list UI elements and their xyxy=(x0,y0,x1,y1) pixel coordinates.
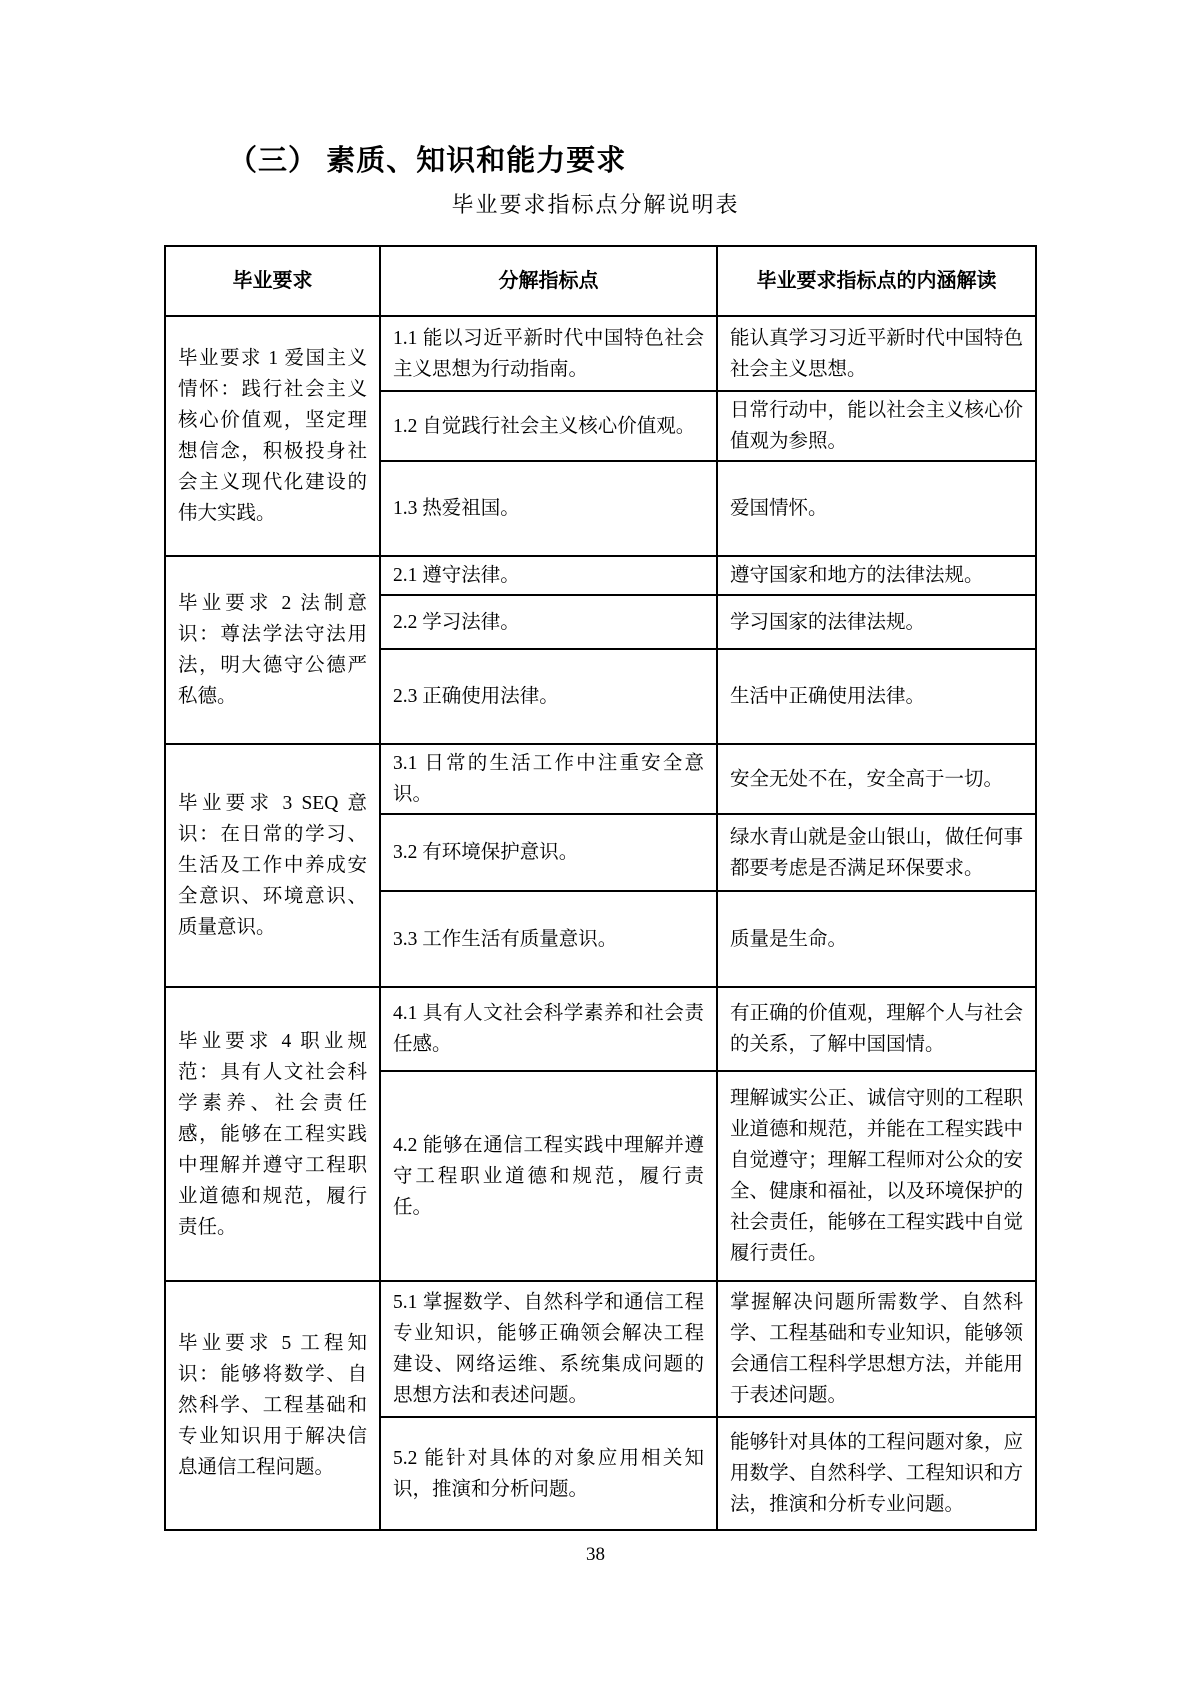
indicator-cell-4-1: 4.1 具有人文社会科学素养和社会责任感。 xyxy=(380,987,717,1071)
indicator-cell-1-2: 1.2 自觉践行社会主义核心价值观。 xyxy=(380,391,717,461)
table-caption: 毕业要求指标点分解说明表 xyxy=(451,192,740,217)
interpretation-cell-2-2: 学习国家的法律法规。 xyxy=(717,595,1036,649)
interpretation-cell-5-1: 掌握解决问题所需数学、自然科学、工程基础和专业知识，能够领会通信工程科学思想方法，并能用于表述问题。 xyxy=(717,1281,1036,1417)
interpretation-cell-3-3: 质量是生命。 xyxy=(717,891,1036,987)
section-title: （三） 素质、知识和能力要求 xyxy=(228,145,627,177)
indicator-cell-2-1: 2.1 遵守法律。 xyxy=(380,556,717,595)
indicator-cell-1-3: 1.3 热爱祖国。 xyxy=(380,461,717,556)
interpretation-cell-4-2: 理解诚实公正、诚信守则的工程职业道德和规范，并能在工程实践中自觉遵守；理解工程师对公众的安全、健康和福祉，以及环境保护的社会责任，能够在工程实践中自觉履行责任。 xyxy=(717,1071,1036,1281)
graduation-requirements-table xyxy=(164,245,1037,1531)
indicator-cell-3-2: 3.2 有环境保护意识。 xyxy=(380,814,717,891)
interpretation-cell-1-1: 能认真学习习近平新时代中国特色社会主义思想。 xyxy=(717,316,1036,391)
header-cell-requirement: 毕业要求 xyxy=(165,246,380,316)
interpretation-cell-2-1: 遵守国家和地方的法律法规。 xyxy=(717,556,1036,595)
page-number: 38 xyxy=(586,1544,605,1565)
interpretation-cell-3-2: 绿水青山就是金山银山，做任何事都要考虑是否满足环保要求。 xyxy=(717,814,1036,891)
interpretation-cell-4-1: 有正确的价值观，理解个人与社会的关系，了解中国国情。 xyxy=(717,987,1036,1071)
interpretation-cell-5-2: 能够针对具体的工程问题对象，应用数学、自然科学、工程知识和方法，推演和分析专业问题。 xyxy=(717,1417,1036,1530)
table-row xyxy=(165,556,1036,595)
requirement-cell-4: 毕业要求 4 职业规范：具有人文社会科学素养、社会责任感，能够在工程实践中理解并遵守工程职业道德和规范，履行责任。 xyxy=(165,987,380,1281)
indicator-cell-2-2: 2.2 学习法律。 xyxy=(380,595,717,649)
indicator-cell-5-1: 5.1 掌握数学、自然科学和通信工程专业知识，能够正确领会解决工程建设、网络运维、系统集成问题的思想方法和表述问题。 xyxy=(380,1281,717,1417)
header-cell-indicator: 分解指标点 xyxy=(380,246,717,316)
requirement-cell-2: 毕业要求 2 法制意识：尊法学法守法用法，明大德守公德严私德。 xyxy=(165,556,380,744)
interpretation-cell-1-3: 爱国情怀。 xyxy=(717,461,1036,556)
requirement-cell-3: 毕业要求 3 SEQ 意识：在日常的学习、生活及工作中养成安全意识、环境意识、质量意识。 xyxy=(165,744,380,987)
indicator-cell-1-1: 1.1 能以习近平新时代中国特色社会主义思想为行动指南。 xyxy=(380,316,717,391)
table-row xyxy=(165,987,1036,1071)
header-row xyxy=(165,246,1036,316)
indicator-cell-5-2: 5.2 能针对具体的对象应用相关知识，推演和分析问题。 xyxy=(380,1417,717,1530)
interpretation-cell-2-3: 生活中正确使用法律。 xyxy=(717,649,1036,744)
table-row xyxy=(165,316,1036,391)
interpretation-cell-3-1: 安全无处不在，安全高于一切。 xyxy=(717,744,1036,814)
table-row xyxy=(165,744,1036,814)
indicator-cell-3-1: 3.1 日常的生活工作中注重安全意识。 xyxy=(380,744,717,814)
requirement-cell-1: 毕业要求 1 爱国主义情怀：践行社会主义核心价值观，坚定理想信念，积极投身社会主义现代化建设的伟大实践。 xyxy=(165,316,380,556)
header-cell-interpretation: 毕业要求指标点的内涵解读 xyxy=(717,246,1036,316)
indicator-cell-3-3: 3.3 工作生活有质量意识。 xyxy=(380,891,717,987)
requirement-cell-5: 毕业要求 5 工程知识：能够将数学、自然科学、工程基础和专业知识用于解决信息通信工程问题。 xyxy=(165,1281,380,1530)
table-row xyxy=(165,1281,1036,1417)
indicator-cell-4-2: 4.2 能够在通信工程实践中理解并遵守工程职业道德和规范，履行责任。 xyxy=(380,1071,717,1281)
indicator-cell-2-3: 2.3 正确使用法律。 xyxy=(380,649,717,744)
interpretation-cell-1-2: 日常行动中，能以社会主义核心价值观为参照。 xyxy=(717,391,1036,461)
